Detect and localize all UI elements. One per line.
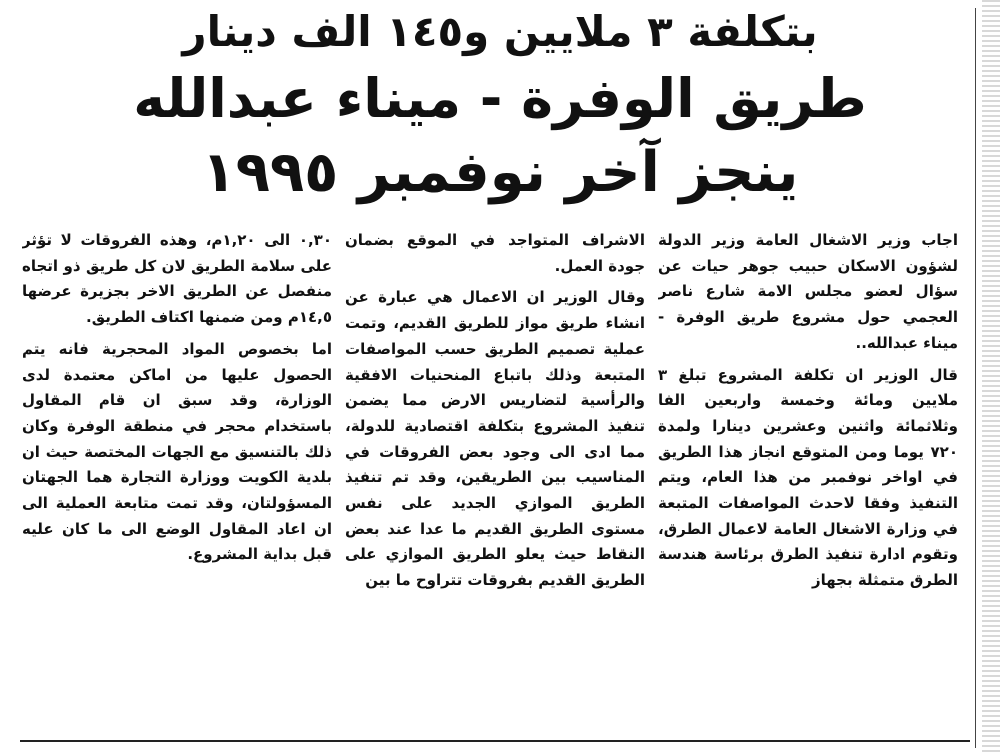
column-2-paragraph-2: وقال الوزير ان الاعمال هي عبارة عن انشاء طريق مواز للطريق القديم، وتمت عملية تصميم الطريق حسب المواصفات المتبعة وذلك باتباع المنحنيات الافقية والرأسية لتضاريس الارض مما يضمن تنفيذ المشروع بتكلفة اقتصادية للدولة، مما ادى الى وجود بعض الفروقات في المناسيب بين الطريقين، وقد تم تنفيذ الطريق الموازي الجديد على نفس مستوى الطريق القديم ما عدا عند بعض النقاط حيث يعلو الطريق الموازي على الطريق القديم بفروقات تتراوح ما بين xyxy=(345,288,645,590)
column-rule xyxy=(975,8,976,748)
column-3-paragraph-2: اما بخصوص المواد المحجرية فانه يتم الحصول عليها من اماكن معتمدة لدى الوزارة، وقد سبق ان قام المقاول باستخدام محجر في منطقة الوفرة وكان ذلك بالتنسيق مع الجهات المختصة حيث ان بلدية الكويت ووزارة التجارة هما الجهتان المسؤولتان، وقد تمت متابعة العملية الى ان اعاد المقاول الوضع الى ما كان عليه قبل بداية المشروع. xyxy=(22,339,332,564)
column-3-paragraph-1: ٠,٣٠ الى ١,٢٠م، وهذه الفروقات لا تؤثر على سلامة الطريق لان كل طريق ذو اتجاه منفصل عن الطريق الاخر بجزيرة عرضها ١٤,٥م ومن ضمنها اكتاف الطريق. xyxy=(22,231,332,327)
bottom-rule xyxy=(20,740,970,742)
article-headline: طريق الوفرة - ميناء عبدالله xyxy=(133,67,867,130)
article-kicker: بتكلفة ٣ ملايين و١٤٥ الف دينار xyxy=(182,7,818,56)
column-1-paragraph-1: اجاب وزير الاشغال العامة وزير الدولة لشؤون الاسكان حبيب جوهر حيات عن سؤال لعضو مجلس الامة شارع ناصر العجمي حول مشروع طريق الوفرة - ميناء عبدالله.. xyxy=(658,231,958,352)
column-2-paragraph-1: الاشراف المتواجد في الموقع بضمان جودة العمل. xyxy=(345,231,645,275)
column-1-paragraph-2: قال الوزير ان تكلفة المشروع تبلغ ٣ ملايين ومائة وخمسة واربعين الفا وثلاثمائة واثنين وعشرين دينارا ولمدة ٧٢٠ يوما ومن المتوقع انجاز هذا الطريق في اواخر نوفمبر من هذا العام، ويتم التنفيذ وفقا لاحدث المواصفات المتبعة في وزارة الاشغال العامة لاعمال الطرق، وتقوم ادارة تنفيذ الطرق برئاسة هندسة الطرق متمثلة بجهاز xyxy=(658,365,958,590)
article-column-2 xyxy=(345,228,645,738)
article-column-3 xyxy=(22,228,332,738)
article-column-1 xyxy=(658,228,958,738)
scan-edge xyxy=(982,0,1000,755)
article-headline-second-line: ينجز آخر نوفمبر ١٩٩٥ xyxy=(201,140,799,205)
